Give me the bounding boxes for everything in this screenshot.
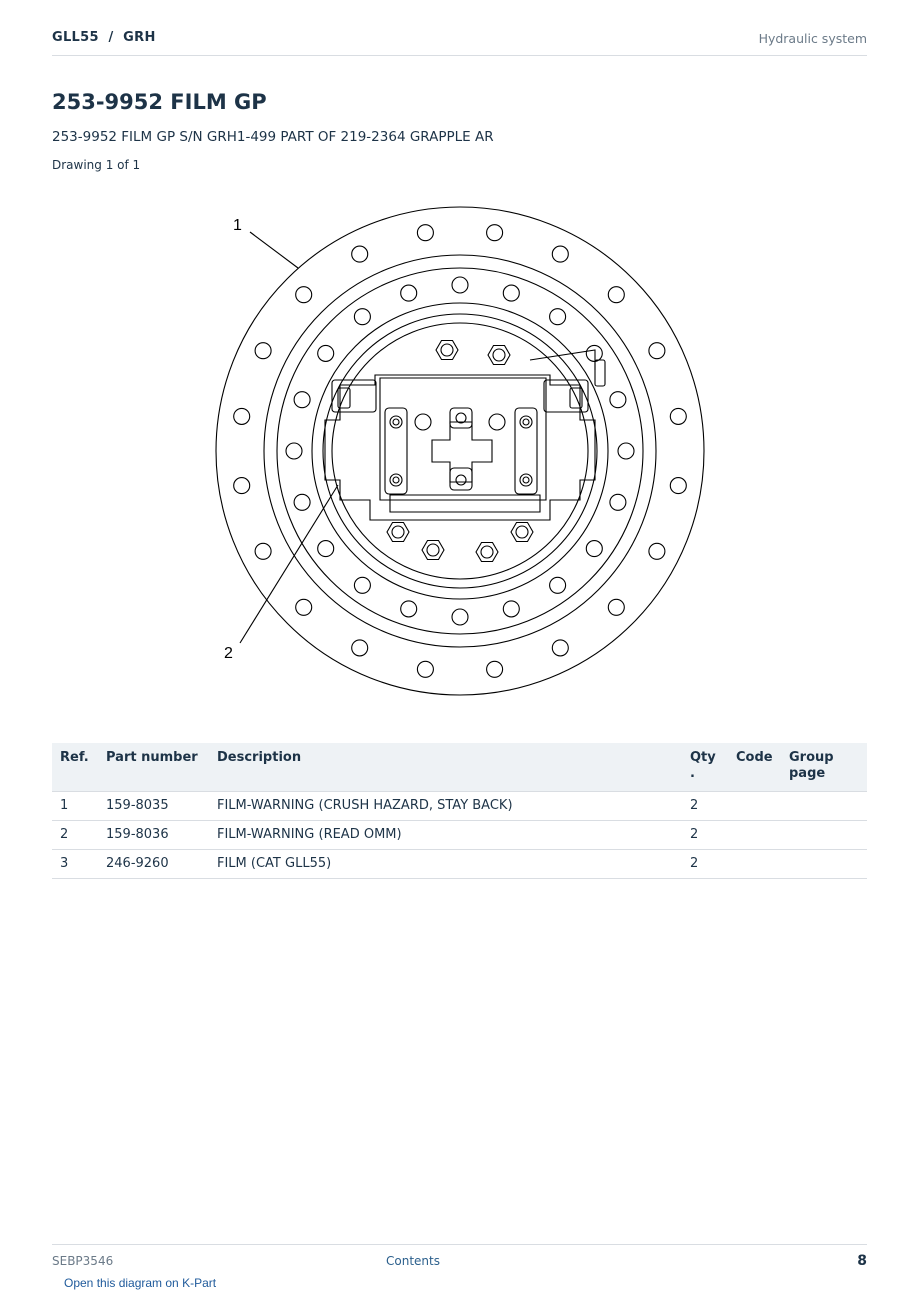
- bolt-hole: [649, 343, 665, 359]
- bolt-hole: [354, 309, 370, 325]
- hex-bolt-center: [392, 526, 404, 538]
- bolt-hole: [503, 285, 519, 301]
- bolt-hole: [417, 661, 433, 677]
- bolt-hole: [610, 494, 626, 510]
- page-title: 253-9952 FILM GP: [52, 90, 267, 114]
- outer-ring: [216, 207, 704, 695]
- cell-description: FILM-WARNING (CRUSH HAZARD, STAY BACK): [209, 792, 682, 821]
- bolt-hole: [234, 478, 250, 494]
- bolt-hole: [618, 443, 634, 459]
- cell-ref: 3: [52, 850, 98, 879]
- bolt-hole: [255, 343, 271, 359]
- bolt-hole: [608, 599, 624, 615]
- bolt-hole: [401, 601, 417, 617]
- hex-bolt-center: [481, 546, 493, 558]
- bolt-hole: [452, 277, 468, 293]
- callout-2-leader: [240, 485, 338, 643]
- section-name: Hydraulic system: [758, 31, 867, 46]
- cell-description: FILM (CAT GLL55): [209, 850, 682, 879]
- bolt-hole: [487, 225, 503, 241]
- bolt-hole: [318, 541, 334, 557]
- cell-ref: 2: [52, 821, 98, 850]
- callout-1: 1: [233, 217, 242, 234]
- bolt-hole: [503, 601, 519, 617]
- bolt-hole: [586, 345, 602, 361]
- drawing-count: Drawing 1 of 1: [52, 158, 141, 172]
- bolt-hole: [296, 599, 312, 615]
- page-subtitle: 253-9952 FILM GP S/N GRH1-499 PART OF 219-2364 GRAPPLE AR: [52, 129, 494, 145]
- bolt-hole: [234, 408, 250, 424]
- hex-bolt: [488, 346, 510, 365]
- bolt-hole: [452, 609, 468, 625]
- motor-drawing: [210, 200, 710, 705]
- document-id: SEBP3546: [52, 1254, 114, 1268]
- page-footer: [52, 1244, 867, 1275]
- bolt-hole: [352, 640, 368, 656]
- bolt-hole: [255, 543, 271, 559]
- bolt-hole: [294, 494, 310, 510]
- cell-qty: 2: [682, 821, 728, 850]
- cell-ref: 1: [52, 792, 98, 821]
- hex-bolt: [436, 341, 458, 360]
- bolt-hole: [401, 285, 417, 301]
- cell-part-number: 159-8036: [98, 821, 209, 850]
- cell-group-page: [781, 821, 867, 850]
- callout-2: 2: [224, 645, 233, 662]
- cell-group-page: [781, 792, 867, 821]
- bolt-hole: [552, 246, 568, 262]
- bolt-hole: [610, 392, 626, 408]
- cell-code: [728, 850, 781, 879]
- bolt-hole: [586, 541, 602, 557]
- hex-bolt-center: [441, 344, 453, 356]
- table-row: [52, 850, 867, 879]
- cell-code: [728, 792, 781, 821]
- bolt-hole: [352, 246, 368, 262]
- bolt-hole: [670, 478, 686, 494]
- cell-description: FILM-WARNING (READ OMM): [209, 821, 682, 850]
- contents-link[interactable]: Contents: [386, 1254, 440, 1268]
- hex-bolt-center: [427, 544, 439, 556]
- cell-qty: 2: [682, 792, 728, 821]
- bolt-hole: [294, 392, 310, 408]
- cell-code: [728, 821, 781, 850]
- bolt-hole: [550, 577, 566, 593]
- hex-bolt: [476, 543, 498, 562]
- hex-bolt: [387, 523, 409, 542]
- bolt-hole: [649, 543, 665, 559]
- column-header-part-number: Part number: [98, 743, 209, 792]
- page-header: [52, 28, 867, 56]
- table-row: [52, 792, 867, 821]
- bolt-hole: [354, 577, 370, 593]
- bolt-hole: [608, 287, 624, 303]
- cell-part-number: 159-8035: [98, 792, 209, 821]
- model-breadcrumb: GLL55 / GRH: [52, 30, 156, 45]
- bolt-hole: [552, 640, 568, 656]
- column-header-ref: Ref.: [52, 743, 98, 792]
- hex-bolt: [511, 523, 533, 542]
- table-header-row: [52, 743, 867, 792]
- column-header-description: Description: [209, 743, 682, 792]
- bolt-hole: [550, 309, 566, 325]
- column-header-code: Code: [728, 743, 781, 792]
- bolt-hole: [417, 225, 433, 241]
- page-number: 8: [857, 1253, 867, 1269]
- hex-bolt-center: [493, 349, 505, 361]
- column-header-qty: Qty .: [682, 743, 728, 792]
- bolt-hole: [286, 443, 302, 459]
- bolt-hole: [670, 408, 686, 424]
- cell-group-page: [781, 850, 867, 879]
- bolt-hole: [318, 345, 334, 361]
- cell-part-number: 246-9260: [98, 850, 209, 879]
- bolt-hole: [487, 661, 503, 677]
- hex-bolt-center: [516, 526, 528, 538]
- column-header-group-page: Group page: [781, 743, 867, 792]
- cell-qty: 2: [682, 850, 728, 879]
- bolt-hole: [296, 287, 312, 303]
- parts-diagram: [210, 200, 710, 705]
- callout-1-leader: [250, 232, 298, 268]
- parts-table: [52, 743, 867, 879]
- table-row: [52, 821, 867, 850]
- kpart-diagram-link[interactable]: Open this diagram on K-Part: [64, 1276, 217, 1290]
- hex-bolt: [422, 541, 444, 560]
